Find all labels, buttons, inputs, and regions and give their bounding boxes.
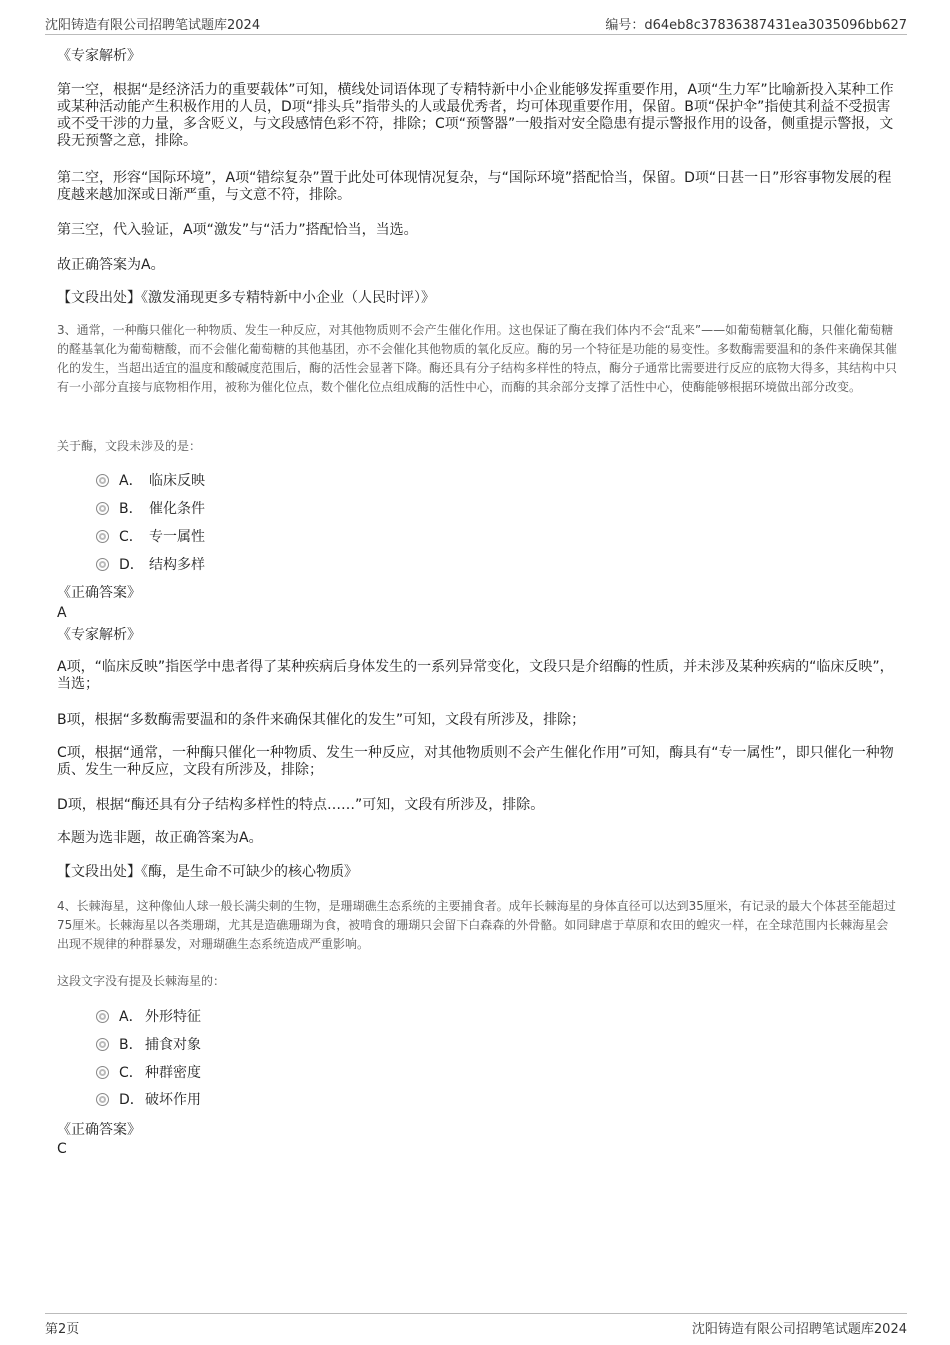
radio-icon[interactable] bbox=[96, 1093, 109, 1106]
q4-option-d[interactable]: D．破坏作用 bbox=[96, 1090, 201, 1110]
radio-icon[interactable] bbox=[96, 1010, 109, 1023]
radio-icon[interactable] bbox=[96, 474, 109, 487]
q4-option-b[interactable]: B． 捕食对象 bbox=[96, 1035, 201, 1055]
page-number: 第2页 bbox=[45, 1322, 80, 1337]
radio-icon[interactable] bbox=[96, 502, 109, 515]
q3-question: 关于酶，文段未涉及的是： bbox=[57, 439, 202, 453]
header-serial-number: 编号：d64eb8c37836387431ea3035096bb627 bbox=[605, 18, 907, 33]
q3-analysis-b: B项，根据“多数酶需要温和的条件来确保其催化的发生”可知，文段有所涉及，排除； bbox=[57, 712, 586, 728]
q2-analysis-title: 《专家解析》 bbox=[57, 48, 141, 64]
page-header bbox=[45, 14, 907, 35]
q2-analysis-p3: 第三空，代入验证，A项“激发”与“活力”搭配恰当，当选。 bbox=[57, 222, 418, 238]
q3-option-a[interactable]: A． 临床反映 bbox=[96, 471, 205, 491]
q2-source: 【文段出处】《激发涌现更多专精特新中小企业（人民时评）》 bbox=[57, 290, 435, 306]
q3-analysis-c: C项，根据“通常，一种酶只催化一种物质、发生一种反应，对其他物质则不会产生催化作用”可知，酶具有“专一属性”，即只催化一种物质、发生一种反应，文段有所涉及，排除； bbox=[57, 745, 894, 778]
radio-icon[interactable] bbox=[96, 1066, 109, 1079]
q3-option-d[interactable]: D． 结构多样 bbox=[96, 555, 205, 575]
q4-option-a[interactable]: A． 外形特征 bbox=[96, 1007, 201, 1027]
header-title: 沈阳铸造有限公司招聘笔试题库2024 bbox=[45, 18, 261, 33]
q3-passage: 3、通常，一种酶只催化一种物质、发生一种反应，对其他物质则不会产生催化作用。这也保证了酶在我们体内不会“乱来”——如葡萄糖氧化酶，只催化葡萄糖的醛基氧化为葡萄糖酸，而不会催化葡萄糖的其他基团，亦不会催化其他物质的氧化反应。酶的另一个特征是功能的易变性。多数酶需要温和的条件来确保其催化的发生，当超出适宜的温度和酸碱度范围后，酶的活性会显著下降。酶还具有分子结构多样性的特点，酶分子通常比需要进行反应的底物大得多，其结构中只有一小部分直接与底物相作用，被称为催化位点，数个催化位点组成酶的活性中心，而酶的其余部分支撑了活性中心，使酶能够根据环境做出部分改变。 bbox=[57, 323, 898, 394]
q4-question: 这段文字没有提及长棘海星的： bbox=[57, 974, 226, 988]
q2-analysis-p2: 第二空，形容“国际环境”，A项“错综复杂”置于此处可体现情况复杂，与“国际环境”搭配恰当，保留。D项“日甚一日”形容事物发展的程度越来越加深或日渐严重，与文意不符，排除。 bbox=[57, 170, 892, 203]
q3-analysis-d: D项，根据“酶还具有分子结构多样性的特点……”可知，文段有所涉及，排除。 bbox=[57, 797, 545, 813]
q3-option-b[interactable]: B． 催化条件 bbox=[96, 499, 205, 519]
q4-answer-title: 《正确答案》 bbox=[57, 1122, 141, 1138]
q3-analysis-a: A项，“临床反映”指医学中患者得了某种疾病后身体发生的一系列异常变化，文段只是介绍酶的性质，并未涉及某种疾病的“临床反映”，当选； bbox=[57, 659, 894, 692]
footer-title: 沈阳铸造有限公司招聘笔试题库2024 bbox=[691, 1322, 907, 1337]
q2-analysis-p4: 故正确答案为A。 bbox=[57, 257, 165, 273]
q4-option-c[interactable]: C． 种群密度 bbox=[96, 1063, 201, 1083]
q3-option-c[interactable]: C． 专一属性 bbox=[96, 527, 205, 547]
radio-icon[interactable] bbox=[96, 1038, 109, 1051]
q4-passage: 4、长棘海星，这种像仙人球一般长满尖刺的生物，是珊瑚礁生态系统的主要捕食者。成年长棘海星的身体直径可以达到35厘米，有记录的最大个体甚至能超过75厘米。长棘海星以各类珊瑚，尤其是造礁珊瑚为食，被啃食的珊瑚只会留下白森森的外骨骼。如同肆虐于草原和农田的蝗灾一样，在全球范围内长棘海星会出现不规律的种群暴发，对珊瑚礁生态系统造成严重影响。 bbox=[57, 899, 896, 951]
q4-answer: C bbox=[57, 1141, 67, 1157]
q3-source: 【文段出处】《酶，是生命不可缺少的核心物质》 bbox=[57, 864, 358, 880]
page-footer bbox=[45, 1313, 907, 1338]
q3-analysis-title: 《专家解析》 bbox=[57, 627, 141, 643]
radio-icon[interactable] bbox=[96, 530, 109, 543]
q3-answer-title: 《正确答案》 bbox=[57, 585, 141, 601]
q3-answer: A bbox=[57, 605, 67, 621]
radio-icon[interactable] bbox=[96, 558, 109, 571]
q3-analysis-conclusion: 本题为选非题，故正确答案为A。 bbox=[57, 830, 263, 846]
q2-analysis-p1: 第一空，根据“是经济活力的重要载体”可知，横线处词语体现了专精特新中小企业能够发挥重要作用，A项“生力军”比喻新投入某种工作或某种活动能产生积极作用的人员，D项“排头兵”指带头的人或最优秀者，均可体现重要作用，保留。B项“保护伞”指使其利益不受损害或不受干涉的力量，多含贬义，与文段感情色彩不符，排除；C项“预警器”一般指对安全隐患有提示警报作用的设备，侧重提示警报，文段无预警之意，排除。 bbox=[57, 82, 894, 149]
